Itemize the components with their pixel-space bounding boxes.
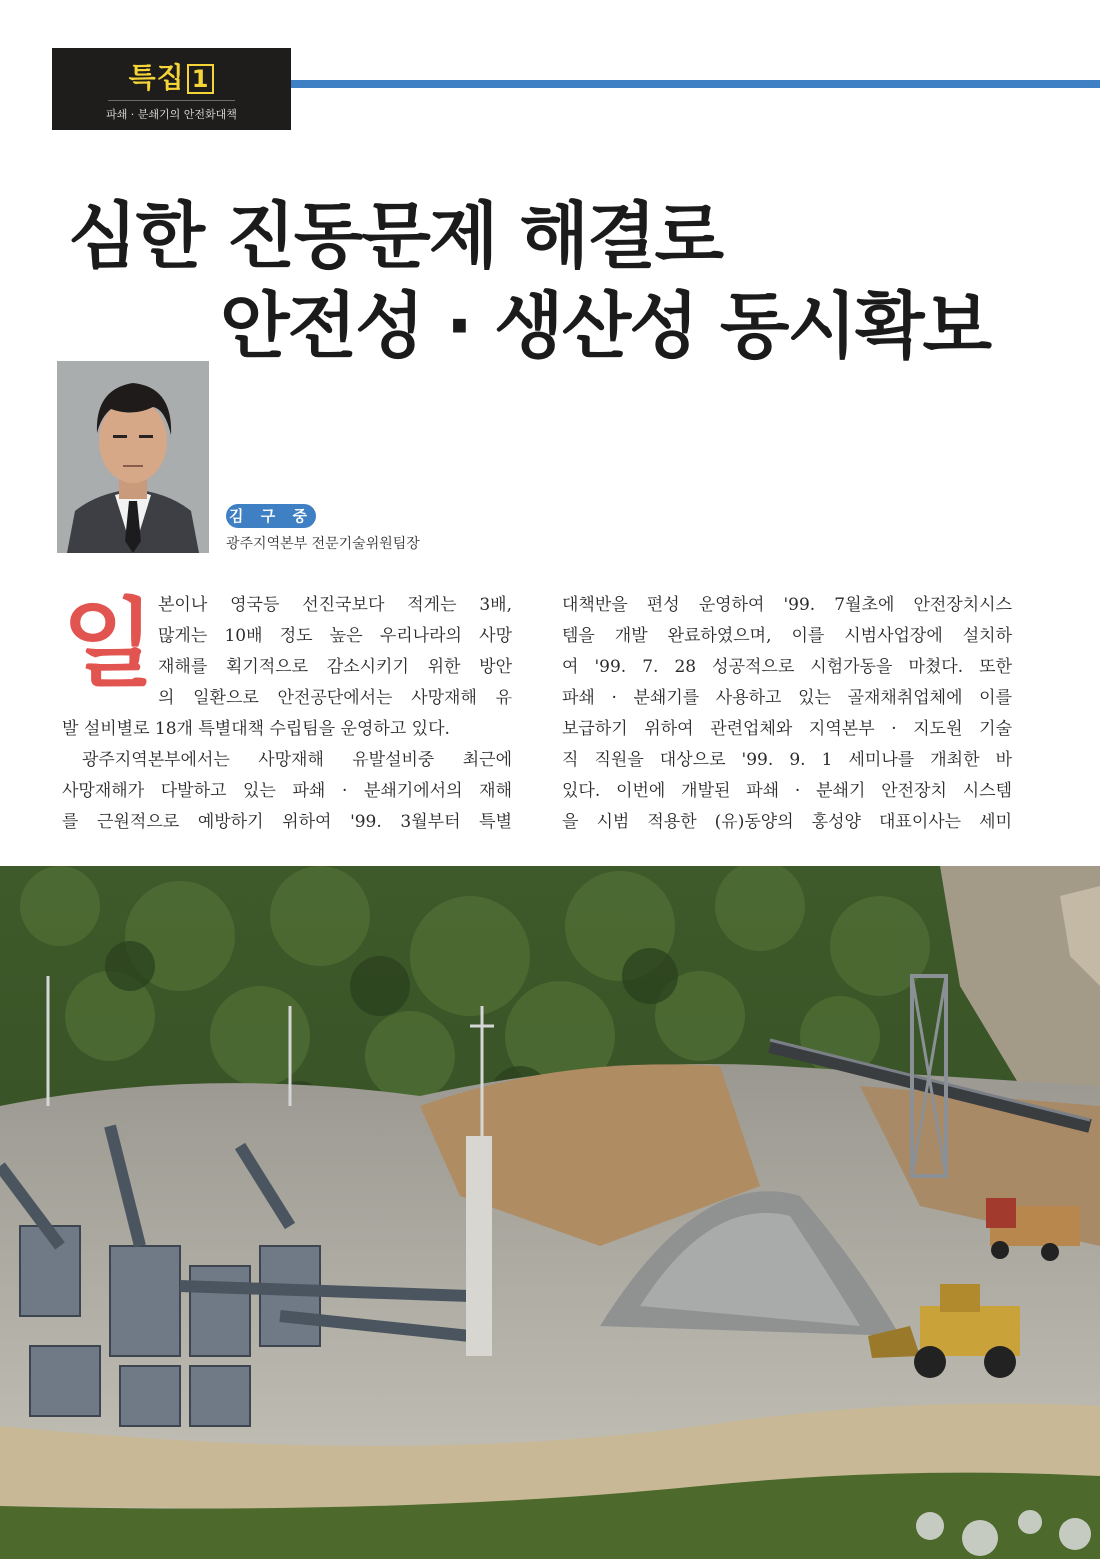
body-line: 보급하기 위하여 관련업체와 지역본부 · 지도원 기술 [562, 719, 1012, 739]
body-line: 본이나 영국등 선진국보다 적게는 3배, [158, 595, 512, 615]
header-divider [108, 100, 235, 101]
section-subtitle: 파쇄 · 분쇄기의 안전화대책 [106, 108, 237, 121]
body-line: 발 설비별로 18개 특별대책 수립팀을 운영하고 있다. [62, 719, 450, 739]
body-line: 여 '99. 7. 28 성공적으로 시험가동을 마쳤다. 또한 [562, 657, 1012, 677]
body-line: 많게는 10배 정도 높은 우리나라의 사망 [158, 626, 512, 646]
drop-cap: 일 [62, 588, 155, 700]
section-label [52, 56, 291, 96]
body-column-left [62, 590, 512, 838]
body-line: 재해를 획기적으로 감소시키기 위한 방안 [158, 657, 512, 677]
body-column-right [562, 590, 1012, 838]
headline-line-1: 심한 진동문제 해결로 [68, 194, 723, 278]
body-line: 대책반을 편성 운영하여 '99. 7월초에 안전장치시스 [562, 595, 1012, 615]
portrait-illustration [57, 361, 209, 553]
body-line: 직 직원을 대상으로 '99. 9. 1 세미나를 개최한 바 [562, 750, 1012, 770]
headline-line-2: 안전성 · 생산성 동시확보 [220, 284, 991, 368]
body-line: 를 근원적으로 예방하기 위하여 '99. 3월부터 특별 [62, 812, 512, 832]
body-line: 파쇄 · 분쇄기를 사용하고 있는 골재채취업체에 이를 [562, 688, 1012, 708]
body-line: 있다. 이번에 개발된 파쇄 · 분쇄기 안전장치 시스템 [562, 781, 1012, 801]
quarry-photo-illustration [0, 866, 1100, 1559]
body-line: 광주지역본부에서는 사망재해 유발설비중 최근에 [82, 750, 512, 770]
author-name-badge: 김 구 중 [226, 504, 316, 528]
section-header-box [52, 48, 291, 130]
body-line: 템을 개발 완료하였으며, 이를 시범사업장에 설치하 [562, 626, 1012, 646]
body-line: 사망재해가 다발하고 있는 파쇄 · 분쇄기에서의 재해 [62, 781, 512, 801]
section-number: 1 [187, 64, 215, 94]
header-accent-rule [291, 80, 1100, 88]
section-label-text: 특집 [128, 61, 185, 94]
author-portrait [57, 361, 209, 553]
author-title: 광주지역본부 전문기술위원팀장 [226, 536, 420, 552]
quarry-photo [0, 866, 1100, 1559]
body-line: 을 시범 적용한 (유)동양의 홍성양 대표이사는 세미 [562, 812, 1012, 832]
body-line: 의 일환으로 안전공단에서는 사망재해 유 [158, 688, 512, 708]
